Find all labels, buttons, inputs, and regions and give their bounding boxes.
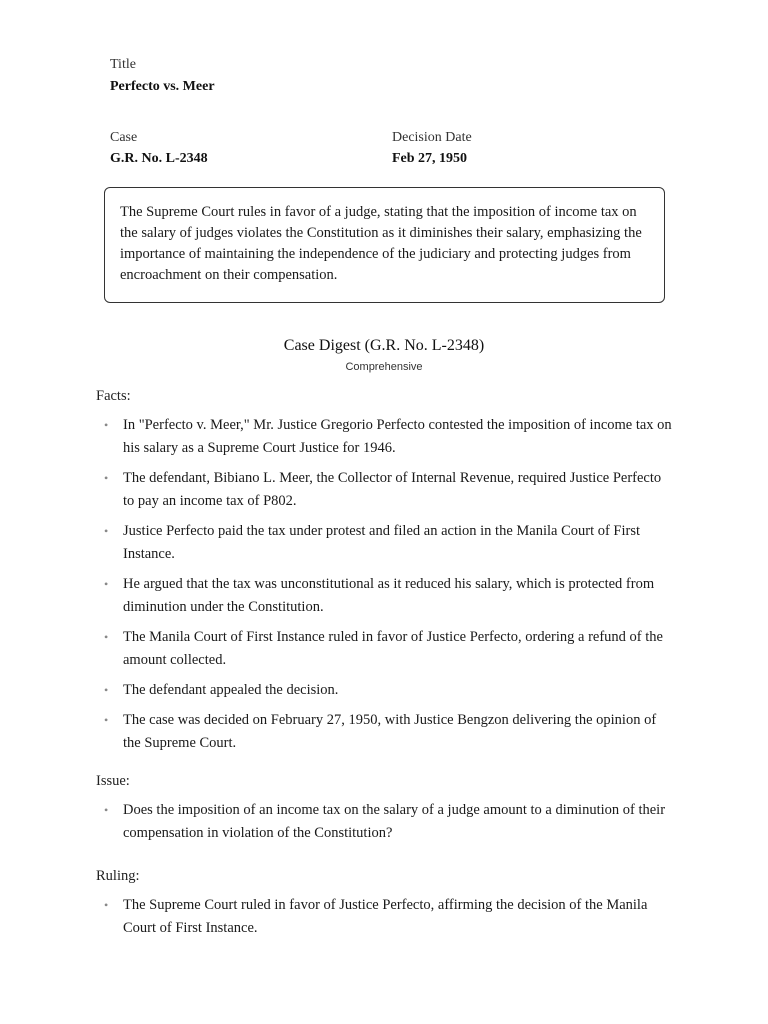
list-item: • The defendant appealed the decision. [104,679,674,702]
digest-subtitle: Comprehensive [345,361,423,373]
title-label: Title [110,57,136,72]
list-item: • In "Perfecto v. Meer," Mr. Justice Gregorio Perfecto contested the imposition of income tax on his salary as a Supreme Court Justice for 1946. [104,414,674,460]
list-item: • He argued that the tax was unconstitutional as it reduced his salary, which is protected from diminution under the Constitution. [104,573,674,619]
ruling-list [104,894,674,947]
list-item: • The case was decided on February 27, 1950, with Justice Bengzon delivering the opinion of the Supreme Court. [104,709,674,755]
digest-title: Case Digest (G.R. No. L-2348) [283,337,485,354]
facts-heading: Facts: [96,388,131,404]
decision-date-value: Feb 27, 1950 [392,151,468,166]
title-value: Perfecto vs. Meer [110,79,215,94]
case-summary: The Supreme Court rules in favor of a judge, stating that the imposition of income tax on the salary of judges violates the Constitution as it diminishes their salary, emphasizing the importance of maintaining the independence of the judiciary and protecting judges from encroachment on their compensation. [104,187,665,303]
case-number: G.R. No. L-2348 [110,151,208,166]
list-item: • Justice Perfecto paid the tax under protest and filed an action in the Manila Court of First Instance. [104,520,674,566]
list-item: • The Supreme Court ruled in favor of Justice Perfecto, affirming the decision of the Manila Court of First Instance. [104,894,674,940]
decision-date-label: Decision Date [392,130,472,145]
list-item: • The Manila Court of First Instance ruled in favor of Justice Perfecto, ordering a refund of the amount collected. [104,626,674,672]
list-item: • The defendant, Bibiano L. Meer, the Collector of Internal Revenue, required Justice Perfecto to pay an income tax of P802. [104,467,674,513]
facts-list [104,414,674,762]
issue-heading: Issue: [96,773,130,789]
case-label: Case [110,130,138,145]
list-item: • Does the imposition of an income tax on the salary of a judge amount to a diminution of their compensation in violation of the Constitution? [104,799,674,845]
ruling-heading: Ruling: [96,868,140,884]
issue-list [104,799,674,852]
